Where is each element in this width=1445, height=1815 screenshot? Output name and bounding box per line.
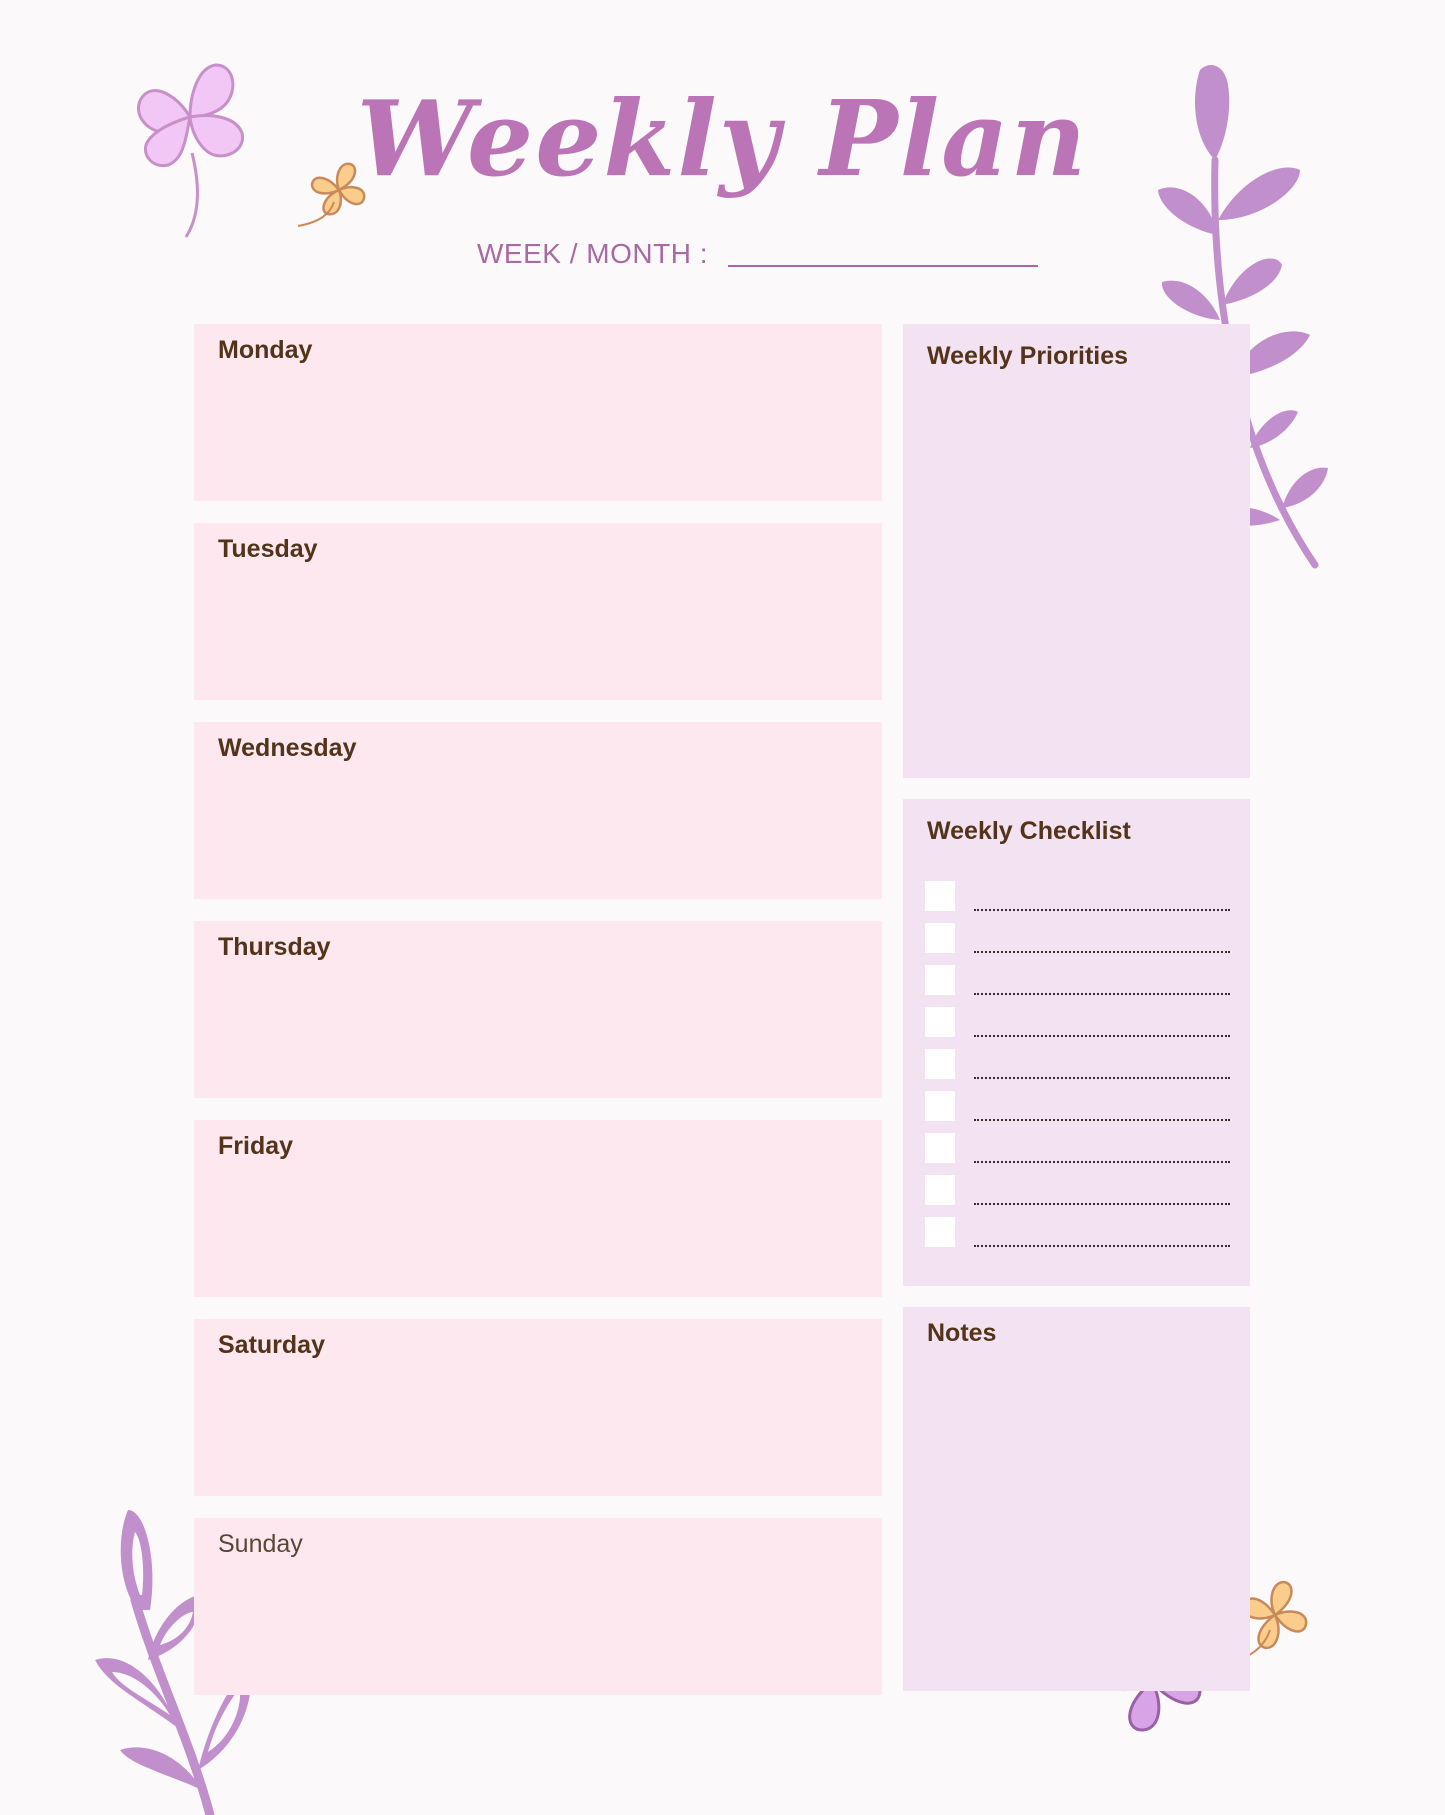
- week-month-label: WEEK / MONTH :: [477, 238, 708, 269]
- checklist-line[interactable]: [974, 1203, 1230, 1205]
- checklist-item: [925, 1133, 1230, 1163]
- checklist-item: [925, 1049, 1230, 1079]
- checklist-line[interactable]: [974, 909, 1230, 911]
- checklist-line[interactable]: [974, 993, 1230, 995]
- weekly-checklist-label: Weekly Checklist: [927, 817, 1131, 845]
- checkbox[interactable]: [925, 1007, 955, 1037]
- day-box-saturday[interactable]: [194, 1319, 882, 1496]
- day-label: Sunday: [218, 1530, 303, 1558]
- checklist-item: [925, 1007, 1230, 1037]
- checkbox[interactable]: [925, 923, 955, 953]
- weekly-priorities-box[interactable]: [903, 324, 1250, 778]
- checklist-line[interactable]: [974, 1119, 1230, 1121]
- checkbox[interactable]: [925, 1217, 955, 1247]
- checkbox[interactable]: [925, 1091, 955, 1121]
- checkbox[interactable]: [925, 965, 955, 995]
- notes-label: Notes: [927, 1319, 997, 1347]
- day-label: Monday: [218, 336, 313, 364]
- page-title: Weekly Plan: [356, 77, 1089, 200]
- checkbox[interactable]: [925, 881, 955, 911]
- day-box-tuesday[interactable]: [194, 523, 882, 700]
- day-box-thursday[interactable]: [194, 921, 882, 1098]
- day-box-wednesday[interactable]: [194, 722, 882, 899]
- weekly-priorities-label: Weekly Priorities: [927, 342, 1129, 370]
- checklist-item: [925, 1175, 1230, 1205]
- checklist-item: [925, 881, 1230, 911]
- notes-box[interactable]: [903, 1307, 1250, 1691]
- day-label: Thursday: [218, 933, 331, 961]
- day-box-friday[interactable]: [194, 1120, 882, 1297]
- checklist-line[interactable]: [974, 1035, 1230, 1037]
- checklist-line[interactable]: [974, 951, 1230, 953]
- checkbox[interactable]: [925, 1133, 955, 1163]
- day-label: Saturday: [218, 1331, 325, 1359]
- checklist-item: [925, 923, 1230, 953]
- day-label: Tuesday: [218, 535, 318, 563]
- checklist-line[interactable]: [974, 1161, 1230, 1163]
- checkbox[interactable]: [925, 1175, 955, 1205]
- day-box-sunday[interactable]: [194, 1518, 882, 1695]
- checklist-line[interactable]: [974, 1245, 1230, 1247]
- day-label: Friday: [218, 1132, 294, 1160]
- checklist-item: [925, 1091, 1230, 1121]
- week-month-field[interactable]: [728, 265, 1038, 267]
- checkbox[interactable]: [925, 1049, 955, 1079]
- checklist-item: [925, 965, 1230, 995]
- day-box-monday[interactable]: [194, 324, 882, 501]
- checklist-line[interactable]: [974, 1077, 1230, 1079]
- checklist-item: [925, 1217, 1230, 1247]
- day-label: Wednesday: [218, 734, 357, 762]
- weekly-checklist-box: [903, 799, 1250, 1286]
